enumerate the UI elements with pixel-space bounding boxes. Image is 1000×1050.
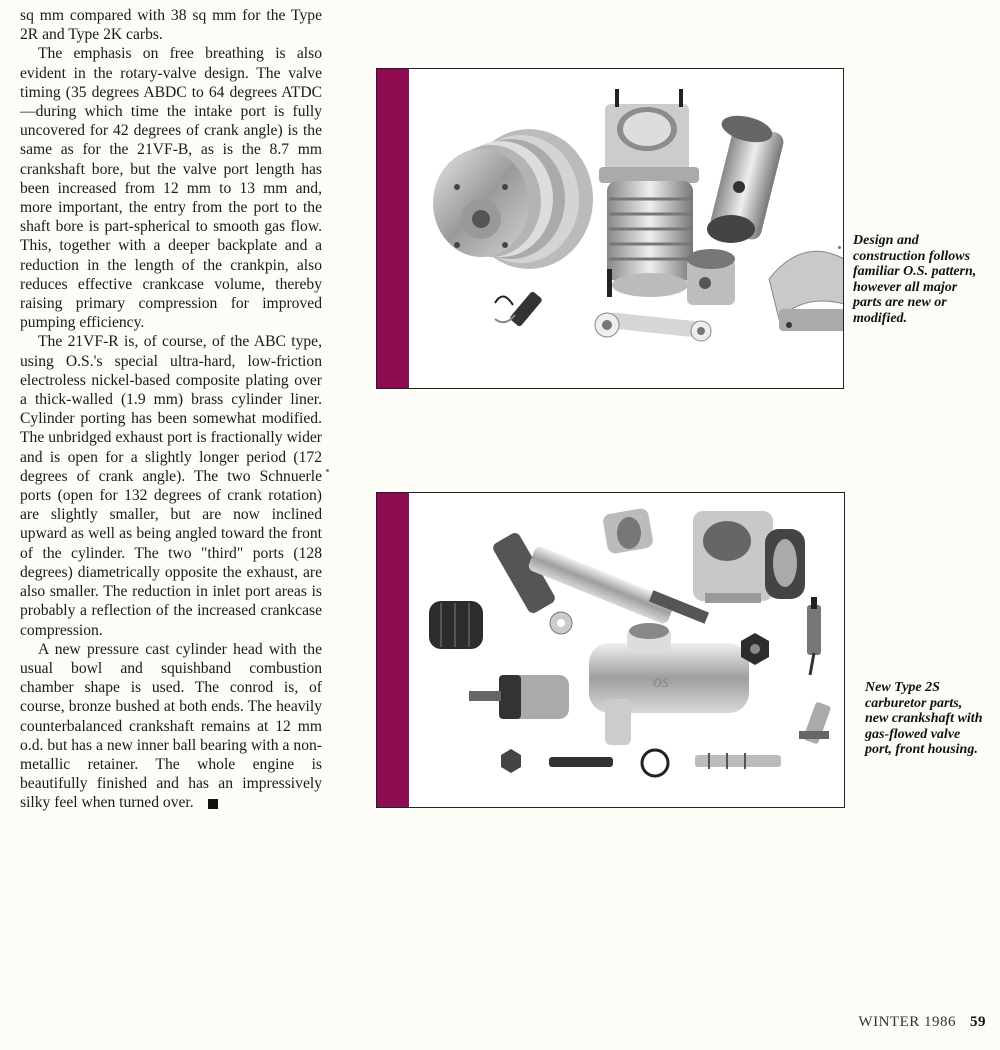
figure-1-caption: Design and construction follows familiar O.S. pattern, however all major parts are new or modified. [853, 233, 977, 326]
cylinder-head [433, 129, 593, 269]
engine-parts-illustration [409, 69, 843, 387]
spray-bar [799, 701, 831, 744]
carburetor-parts-illustration [409, 493, 844, 806]
o-ring [642, 750, 668, 776]
paragraph-2: The emphasis on free breathing is also evident in the rotary-valve design. The valve timing (35 degrees ABDC to 64 degrees ATDC—during which time the intake port is fully uncovered for 42 degrees of crank angle) is the same as for the 21VF-B, as is the 8.7 mm crankshaft bore, but the valve port length has been increased from 12 mm to 13 mm and, more important, the entry from the port to the shaft bore is part-spherical to smooth gas flow. This, together with a deeper backplate and a reduction in the length of the crankpin, also reduces effective crankcase volume, thereby raising primary compression for improved pumping efficiency. [20, 45, 322, 332]
article-column [20, 6, 322, 813]
paragraph-4 [20, 640, 322, 813]
cylinder-liner [707, 111, 786, 243]
needle-valve [807, 597, 821, 675]
carburetor-parts-photo [376, 492, 845, 808]
washer-hole [557, 619, 565, 627]
drive-washer [602, 507, 654, 554]
carburetor-body [589, 623, 749, 745]
cylinder-block [599, 89, 699, 297]
fuel-nipple [695, 753, 781, 769]
accent-bar-2 [377, 493, 409, 807]
fuel-boot [429, 601, 483, 649]
piston [687, 249, 735, 305]
paragraph-4-text: A new pressure cast cylinder head with the usual bowl and squishband combustion chamber shape is used. The conrod is, of course, bronze bushed at both ends. The heavily counterbalanced crankshaft remains at 12 mm o.d. but has a new inner ball bearing with a non-metallic retainer. The whole engine is beautifully finished and has an impressively silky feel when turned over. [20, 640, 322, 812]
carb-front-housing [693, 511, 805, 603]
front-housing [769, 251, 843, 331]
wrist-pin [495, 291, 543, 328]
scan-speck [326, 469, 329, 472]
paragraph-3: The 21VF-R is, of course, of the ABC type, using O.S.'s special ultra-hard, low-friction electroless nickel-based composite plating over a thick-walled (1.9 mm) brass cylinder liner. Cylinder porting has been somewhat modified. The unbridged exhaust port is fractionally wider and is open for a slightly longer period (172 degrees of crank angle). The two Schnuerle ports (open for 132 degrees of crank rotation) are slightly smaller, but are now inclined upward as well as being angled toward the front of the cylinder. The two "third" ports (128 degrees) diametrically opposite the exhaust, are also smaller. The reduction in inlet port areas is probably a reflection of the increased crankcase compression. [20, 333, 322, 639]
page-number: 59 [970, 1014, 986, 1030]
small-nut [501, 749, 521, 773]
accent-bar [377, 69, 409, 388]
hex-nut-hole [750, 644, 760, 654]
scan-speck [838, 246, 841, 249]
throttle-barrel [469, 675, 569, 719]
crankshaft [491, 531, 709, 625]
end-mark [208, 799, 218, 809]
engine-parts-photo [376, 68, 844, 389]
idle-screw [549, 757, 613, 767]
issue-label: WINTER 1986 [858, 1014, 956, 1030]
page-footer [858, 1014, 986, 1031]
figure-2-caption: New Type 2S carburetor parts, new crankshaft with gas-flowed valve port, front housing. [865, 680, 983, 757]
paragraph-1: sq mm compared with 38 sq mm for the Type 2R and Type 2K carbs. [20, 7, 322, 44]
connecting-rod [595, 312, 711, 341]
svg-text:os: os [653, 671, 670, 691]
